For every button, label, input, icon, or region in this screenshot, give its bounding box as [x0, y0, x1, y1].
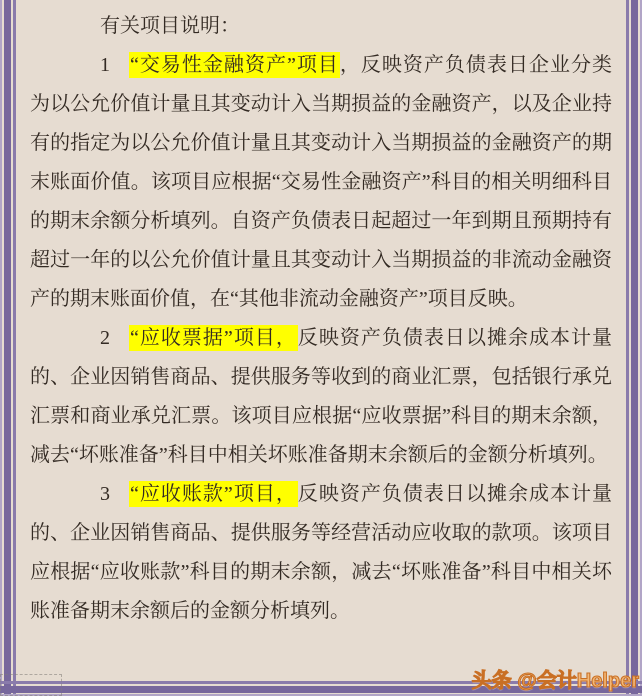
paragraph-number: 2	[100, 327, 110, 349]
paragraph	[30, 319, 612, 475]
highlighted-term: “交易性金融资产”项目	[130, 54, 339, 76]
paragraph-text: 反映资产负债表日以摊余成本计量的、企业因销售商品、提供服务等收到的商业汇票，包括银行承兑汇票和商业承兑汇票。该项目应根据“应收票据”科目的期末余额， 减去“坏账准备”科目中相关坏账准备期末余额后的金额分析填列。	[30, 327, 613, 466]
highlighted-term: “应收账款”项目，	[130, 483, 297, 505]
paragraph-text: ，反映资产负债表日企业分类 为以公允价值计量且其变动计入当期损益的金融资产，以及企业持有的指定为以公允价值计量且其变动计入当期损益的金融资产的期末账面价值。该项目应根据“交易性金融资产”科目的相关明细科目的期末余额分析填列。自资产负债表日起超过一年到期且预期持有超过一年的以公允价值计量且其变动计入当期损益的非流动金融资产的期末账面价值，在“其他非流动金融资产”项目反映。	[30, 54, 612, 310]
frame-left-thick-line	[4, 0, 11, 696]
selection-outline[interactable]	[0, 674, 62, 696]
highlighted-term: “应收票据”项目，	[130, 327, 297, 349]
document-body	[30, 7, 612, 631]
paragraph	[30, 46, 612, 319]
watermark-toutiao: 头条 @会计Helper	[471, 670, 639, 692]
frame-right-inner-line	[626, 0, 629, 696]
paragraph	[30, 475, 612, 631]
frame-left-outer-line	[0, 0, 2, 696]
frame-left-inner-line	[13, 0, 16, 696]
paragraph-number: 3	[100, 483, 110, 505]
paragraph-text: 反映资产负债表日以摊余成本计量的、企业因销售商品、提供服务等经营活动应收取的款项。该项目应根据“应收账款”科目的期末余额，减去“坏账准备”科目中相关坏账准备期末余额后的金额分析填列。	[30, 483, 613, 622]
paragraph-number: 1	[100, 54, 110, 76]
frame-right-thick-line	[631, 0, 638, 696]
document-title: 有关项目说明：	[100, 15, 240, 37]
